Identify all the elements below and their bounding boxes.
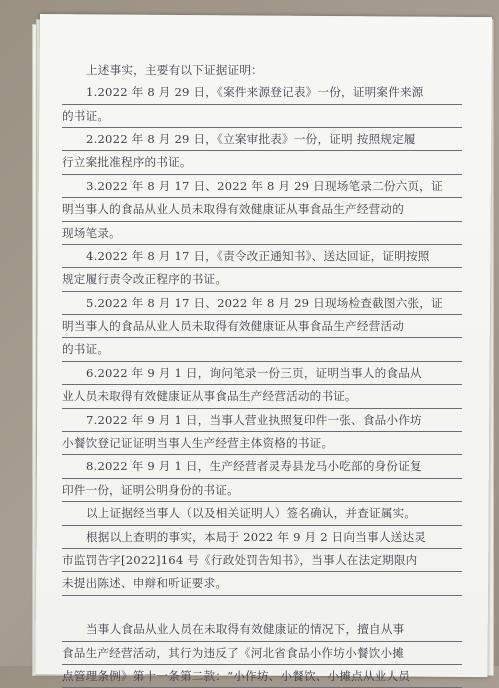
document-line: 8.2022 年 9 月 1 日，生产经营者灵寿县龙马小吃部的身份证复 — [62, 455, 462, 478]
document-line: 1.2022 年 8 月 29 日，《案件来源登记表》一份，证明案件来源 — [62, 81, 462, 104]
document-line: 7.2022 年 9 月 1 日，当事人营业执照复印件一张、食品小作坊 — [62, 409, 462, 432]
document-line: 明当事人的食品从业人员未取得有效健康证从事食品生产经营活动 — [62, 315, 462, 338]
document-line — [62, 14, 462, 36]
document-line: 4.2022 年 8 月 17 日，《责令改正通知书》、送达回证，证明按照 — [62, 245, 462, 268]
document-body — [62, 14, 462, 688]
document-line: 的书证。 — [62, 105, 462, 128]
document-line: 根据以上查明的事实，本局于 2022 年 9 月 2 日向当事人送达灵 — [62, 526, 462, 549]
document-line: 规定履行责令改正程序的书证。 — [62, 268, 462, 291]
document-line — [62, 596, 462, 618]
document-line: 的书证。 — [62, 338, 462, 361]
document-line: 行立案批准程序的书证。 — [62, 151, 462, 174]
document-line: 明当事人的食品从业人员未取得有效健康证从事食品生产经营动的 — [62, 198, 462, 221]
document-line: 食品生产经营活动，其行为违反了《河北省食品小作坊小餐饮小摊 — [62, 642, 462, 665]
document-line: 现场笔录。 — [62, 222, 462, 245]
document-line: 6.2022 年 9 月 1 日，询问笔录一份三页，证明当事人的食品从 — [62, 362, 462, 385]
document-line: 小餐饮登记证证明当事人生产经营主体资格的书证。 — [62, 432, 462, 455]
document-line: 点管理条例》第十一条第二款：“小作坊、小餐饮、小摊点从业人员 — [62, 665, 462, 688]
document-line — [62, 36, 462, 58]
document-line: 市监罚告字[2022]164 号《行政处罚告知书》，当事人在法定期限内 — [62, 549, 462, 572]
document-line: 以上证据经当事人（以及相关证明人）签名确认，并查证属实。 — [62, 502, 462, 525]
document-line: 3.2022 年 8 月 17 日、2022 年 8 月 29 日现场笔录二份六页，证 — [62, 175, 462, 198]
document-line: 2.2022 年 8 月 29 日，《立案审批表》一份，证明 按照规定履 — [62, 128, 462, 151]
document-line: 未提出陈述、申辩和听证要求。 — [62, 572, 462, 595]
document-line: 业人员未取得有效健康证从事食品生产经营活动的书证。 — [62, 385, 462, 408]
document-line: 当事人食品从业人员在未取得有效健康证的情况下，擅自从事 — [62, 618, 462, 641]
document-line: 印件一份，证明公明身份的书证。 — [62, 479, 462, 502]
document-line: 5.2022 年 8 月 17 日、2022 年 8 月 29 日现场检查截图六张，证 — [62, 292, 462, 315]
document-line: 上述事实，主要有以下证据证明： — [86, 62, 263, 77]
